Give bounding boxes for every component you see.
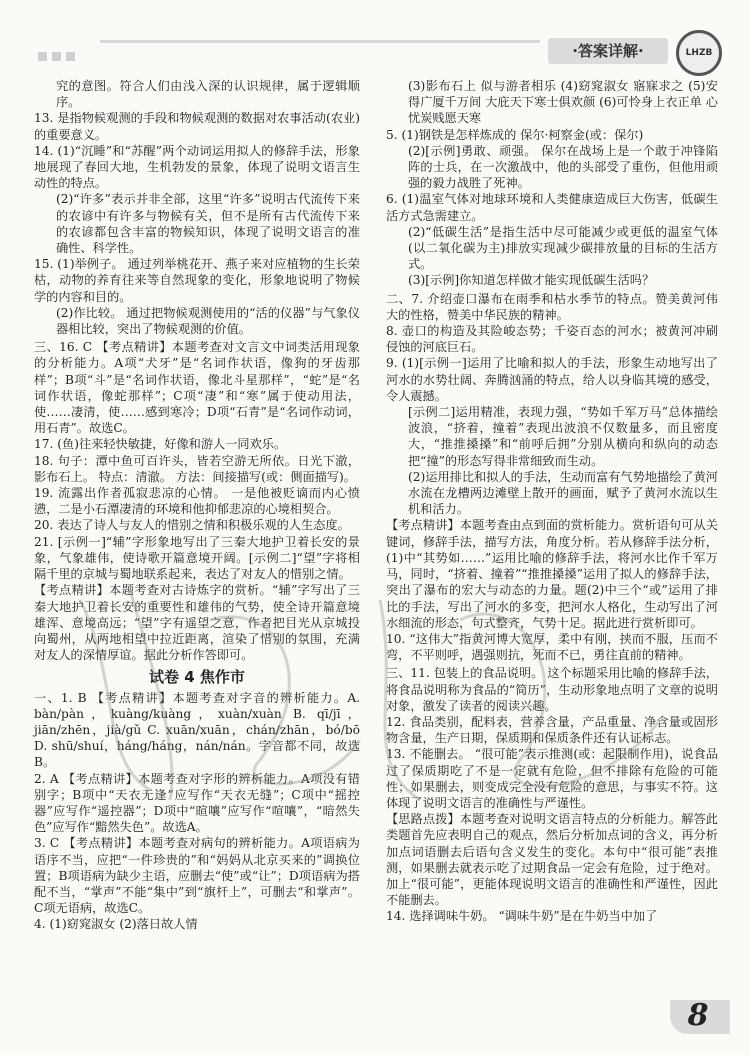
answer-paragraph: 19. 流露出作者孤寂悲凉的心情。 一是他被贬谪而内心愤懑，二是小石潭凄清的环境和他抑郁悲凉的心境相契合。 — [34, 486, 360, 517]
header-decoration — [38, 46, 80, 65]
answer-paragraph: 5. (1)钢铁是怎样炼成的 保尔·柯察金(或：保尔) — [386, 127, 644, 142]
answer-paragraph: [示例二]运用精准，表现力强，“势如千军万马”总体描绘波浪，“挤着，撞着”表现出波浪不仅数量多，而且密度大，“推推搡搡”和“前呼后拥”分别从横向和纵向的动态把“撞”的形态写得非常细致而生动。 — [408, 405, 718, 468]
brand-logo: LHZB — [676, 30, 722, 76]
answer-paragraph: 一、1. B 【考点精讲】本题考查对字音的辨析能力。A. bàn/pàn，kuàng/kuàng，xuàn/xuàn B. qī/jī，jiān/zhēn，jià/gǔ C. xuān/xuān，chán/zhān，bó/bō D. shū/shuí，háng/háng，nán/nán。字音都不同，故选B。 — [34, 690, 360, 770]
answer-paragraph: (2)[示例]勇敢、顽强。 保尔在战场上是一个敢于冲锋陷阵的士兵，在一次激战中，他的头部受了重伤，但他用顽强的毅力战胜了死神。 — [408, 143, 718, 191]
answer-paragraph: (2)“许多”表示并非全部，这里“许多”说明古代流传下来的农谚中有许多与物候有关，但不是所有古代流传下来的农谚都包含丰富的物候知识，体现了说明文语言的准确性、科学性。 — [56, 192, 360, 256]
answer-paragraph: 20. 表达了诗人与友人的惜别之情和积极乐观的人生态度。 — [34, 518, 350, 533]
header-rule — [100, 40, 540, 43]
answer-paragraph: (2)运用排比和拟人的手法，生动而富有气势地描绘了黄河水流在龙槽两边滩壁上散开的画面，赋予了黄河水流以生机和活力。 — [408, 469, 718, 517]
answer-paragraph: 4. (1)窈窕淑女 (2)落日故人情 — [34, 917, 198, 932]
answer-paragraph: 3. C 【考点精讲】本题考查对病句的辨析能力。A项语病为语序不当，应把“一件珍贵的”和“妈妈从北京买来的”调换位置；B项语病为缺少主语，应删去“使”或“让”；D项语病为搭配不当，“掌声”不能“集中”到“旗杆上”，可删去“和掌声”。C项无语病，故选C。 — [34, 836, 360, 916]
answer-paragraph: 17. (鱼)往来轻快敏捷，好像和游人一同欢乐。 — [34, 437, 287, 452]
answer-paragraph: 6. (1)温室气体对地球环境和人类健康造成巨大伤害，低碳生活方式急需建立。 — [386, 192, 718, 223]
answer-paragraph: 8. 壶口的构造及其险峻态势；千姿百态的河水；被黄河冲刷侵蚀的河底巨石。 — [386, 324, 718, 355]
answer-paragraph: 10. “这伟大”指黄河博大宽厚，柔中有刚，挟而不服，压而不弯，不平则呼，遇强则抗，死而不已，勇往直前的精神。 — [386, 631, 718, 663]
answer-paragraph: 9. (1)[示例一]运用了比喻和拟人的手法，形象生动地写出了河水的水势壮阔、奔腾汹涌的特点，给人以身临其境的感受，令人震撼。 — [386, 356, 718, 403]
answer-paragraph: 14. 选择调味牛奶。 “调味牛奶”是在牛奶当中加了 — [386, 909, 658, 924]
answer-paragraph: 【思路点拨】本题考查对说明文语言特点的分析能力。解答此类题首先应表明自己的观点，然后分析加点词的含义，再分析加点词语删去后语句含义发生的变化。本句中“很可能”表推测，如果删去就表示吃了过期食品一定会有危险，过于绝对。加上“很可能”，更能体现说明文语言的准确性和严谨性，因此不能删去。 — [386, 812, 718, 908]
answer-paragraph: 15. (1)举例子。 通过列举桃花开、燕子来对应植物的生长荣枯，动物的养育往来等自然现象的变化，形象地说明了物候学的内容和目的。 — [34, 257, 360, 304]
answer-paragraph: 【考点精讲】本题考查对古诗炼字的赏析。“辅”字写出了三秦大地护卫着长安的重要性和雄伟的气势，使全诗开篇意境雄浑、意境高远；“望”字有遥望之意，作者把目光从京城投向蜀州，从两地相望中拉近距离，渲染了惜别的氛围，充满对友人的深情厚谊。据此分析作答即可。 — [34, 583, 360, 663]
answer-paragraph: 【考点精讲】本题考查由点到面的赏析能力。赏析语句可从关键词，修辞手法，描写方法，角度分析。若从修辞手法分析，(1)中“其势如……”运用比喻的修辞手法，将河水比作千军万马，同时，“挤着、撞着”“推推搡搡”运用了拟人的修辞手法，突出了瀑布的宏大与动态的力量。题(2)中三个“或”运用了排比的手法，写出了河水的多变，把河水人格化，生动写出了河水细流的形态，句式整齐，气势十足。据此进行赏析即可。 — [386, 518, 718, 630]
answer-paragraph: 13. 不能删去。 “很可能”表示推测(或：起限制作用)，说食品过了保质期吃了不是一定就有危险，但不排除有危险的可能性；如果删去，则变成完全没有危险的意思，与事实不符。这体现了说明文语言的准确性与严谨性。 — [386, 747, 718, 810]
answer-paragraph: (2)作比较。 通过把物候观测使用的“活的仪器”与气象仪器相比较，突出了物候观测的价值。 — [56, 305, 360, 337]
answer-paragraph: 18. 句子：潭中鱼可百许头，皆若空游无所依。日光下澈，影布石上。 特点：清澈。 方法：间接描写(或：侧面描写)。 — [34, 453, 360, 484]
header-section-label: ·答案详解· — [548, 38, 668, 64]
page-number: 8 — [687, 998, 709, 1033]
answer-paragraph: 二、7. 介绍壶口瀑布在雨季和枯水季节的特点。赞美黄河伟大的性格，赞美中华民族的精神。 — [386, 291, 718, 322]
answer-paragraph: 三、11. 包装上的食品说明。 这个标题采用比喻的修辞手法，将食品说明称为食品的“简历”，生动形象地点明了文章的说明对象，激发了读者的阅读兴趣。 — [386, 666, 718, 713]
answer-paragraph: (2)“低碳生活”是指生活中尽可能减少或更低的温室气体(以二氧化碳为主)排放实现减少碳排放量的目标的生活方式。 — [408, 224, 718, 272]
answer-paragraph: (3)[示例]你知道怎样做才能实现低碳生活吗？ — [408, 273, 655, 288]
answer-paragraph: 2. A 【考点精讲】本题考查对字形的辨析能力。A项没有错别字；B项中“天衣无逢”应写作“天衣无缝”；C项中“摇控器”应写作“遥控器”；D项中“暄嚷”应写作“喧嚷”，“暗然失色”应写作“黯然失色”。故选A。 — [34, 771, 360, 835]
answer-paragraph: (3)影布石上 似与游者相乐 (4)窈窕淑女 寤寐求之 (5)安得广厦千万间 大庇天下寒士俱欢颜 (6)可怜身上衣正单 心忧炭贱愿天寒 — [408, 79, 718, 126]
answer-paragraph: 13. 是指物候观测的手段和物候观测的数据对农事活动(农业)的重要意义。 — [34, 111, 360, 142]
answer-paragraph: 14. (1)“沉睡”和“苏醒”两个动词运用拟人的修辞手法，形象地展现了春回大地，生机勃发的景象，体现了说明文语言生动性的特点。 — [34, 143, 360, 191]
section-title: 试卷 4 焦作市 — [149, 668, 245, 687]
left-column — [34, 78, 360, 933]
right-column — [386, 78, 718, 925]
answer-paragraph: 21. [示例一]“辅”字形象地写出了三秦大地护卫着长安的景象，气象雄伟，使诗歌开篇意境开阔。[示例二]“望”字将相隔千里的京城与蜀地联系起来，表达了对友人的惜别之情。 — [34, 534, 360, 582]
answer-paragraph: 究的意图。符合人们由浅入深的认识规律，属于逻辑顺序。 — [56, 79, 360, 110]
answer-paragraph: 12. 食品类别，配料表，营养含量，产品重量、净含量或固形物含量，生产日期，保质期和保质条件还有认证标志。 — [386, 714, 718, 746]
answer-paragraph: 三、16. C 【考点精讲】本题考查对文言文中词类活用现象的分析能力。A项“犬牙”是“名词作状语，像狗的牙齿那样”；B项“斗”是“名词作状语，像北斗星那样”，“蛇”是“名词作状语，像蛇那样”；C项“凄”和“寒”属于使动用法，使……凄清，使……感到寒冷；D项“石青”是“名词作动词，用石青”。故选C。 — [34, 340, 360, 436]
